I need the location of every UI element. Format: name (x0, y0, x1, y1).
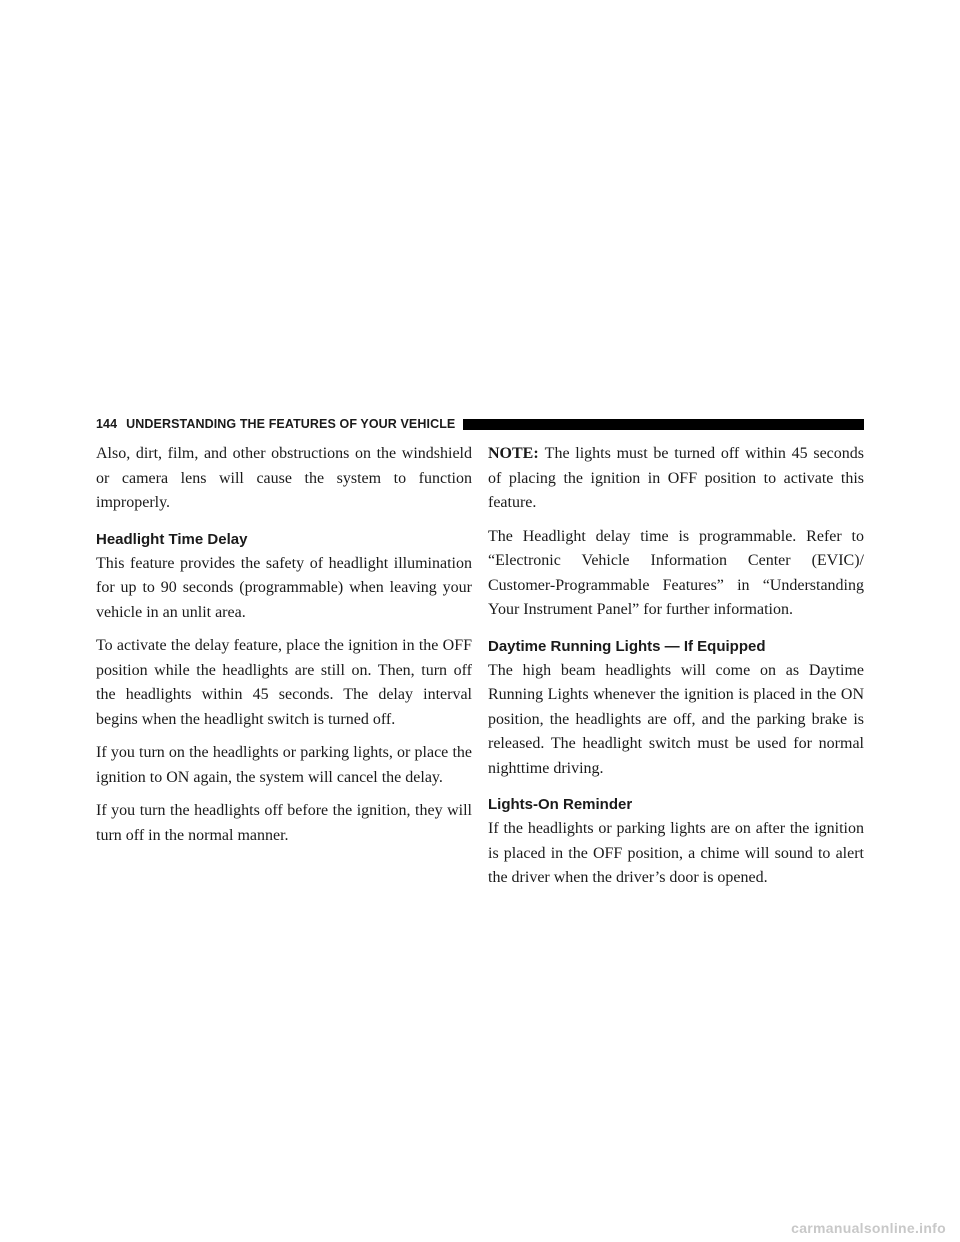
paragraph-cancel-delay: If you turn on the headlights or parking lights, or place the ignition to ON again, the system will cancel the delay. (96, 744, 472, 786)
note-text: The lights must be turned off within 45 seconds of placing the ignition in OFF position to activate this feature. (488, 445, 864, 511)
paragraph-programmable: The Headlight delay time is programmable. Refer to “Electronic Vehicle Information Center (EVIC)/ Customer-Programmable Features” in “Understanding Your Instrument Panel” for further information. (488, 527, 864, 618)
paragraph-feature-description: This feature provides the safety of headlight illumination for up to 90 seconds (programmable) when leaving your vehicle in an unlit area. (96, 554, 472, 621)
paragraph-normal-manner: If you turn the headlights off before the ignition, they will turn off in the normal manner. (96, 802, 472, 844)
heading-daytime-running-lights: Daytime Running Lights — If Equipped (488, 637, 766, 655)
left-column (96, 442, 472, 857)
paragraph-activate-delay: To activate the delay feature, place the ignition in the OFF position while the headlights are still on. Then, turn off the headlights within 45 seconds. The delay interval begins when the headlight switch is turned off. (96, 637, 472, 728)
right-column (488, 442, 864, 900)
paragraph-obstructions: Also, dirt, film, and other obstructions on the windshield or camera lens will cause the system to function improperly. (96, 445, 472, 511)
header-rule (463, 419, 864, 430)
note-label: NOTE: (488, 445, 539, 462)
paragraph-lights-on-reminder: If the headlights or parking lights are on after the ignition is placed in the OFF position, a chime will sound to alert the driver when the driver’s door is opened. (488, 820, 864, 886)
page-header (96, 416, 864, 432)
heading-headlight-time-delay: Headlight Time Delay (96, 530, 248, 548)
paragraph-daytime-running-lights: The high beam headlights will come on as Daytime Running Lights whenever the ignition is placed in the ON position, the headlights are off, and the parking brake is released. The headlight switch must be used for normal nighttime driving. (488, 661, 864, 777)
section-title: UNDERSTANDING THE FEATURES OF YOUR VEHICLE (126, 417, 456, 431)
heading-lights-on-reminder: Lights-On Reminder (488, 796, 633, 813)
page-number: 144 (96, 417, 118, 431)
note-paragraph (488, 442, 864, 516)
watermark: carmanualsonline.info (791, 1220, 946, 1236)
